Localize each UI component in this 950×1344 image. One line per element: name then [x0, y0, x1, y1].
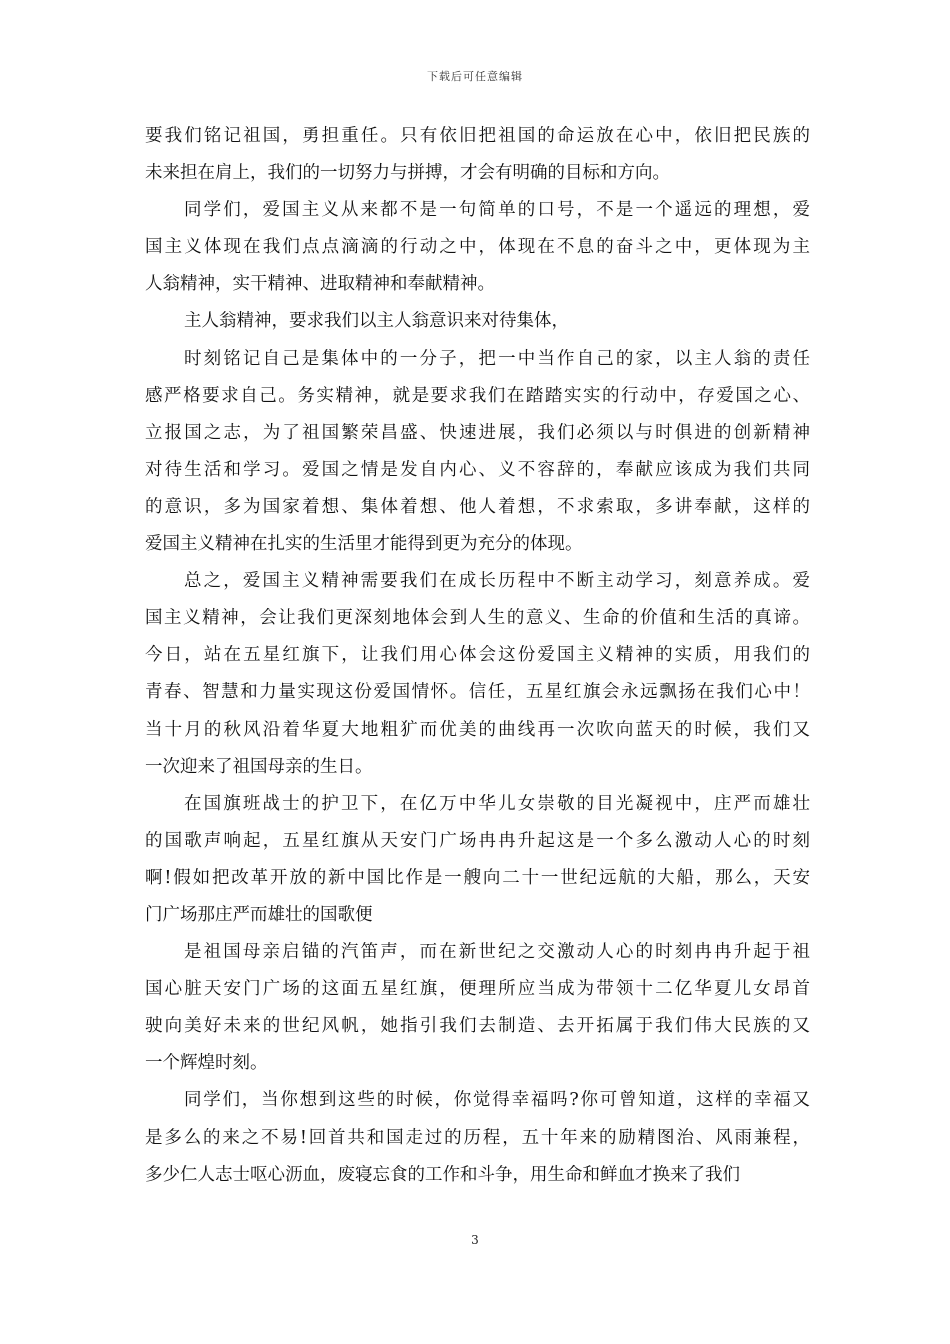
- text-line: 国主义体现在我们点点滴滴的行动之中，体现在不息的奋斗之中，更体现为主: [145, 237, 810, 258]
- text-line: 人翁精神，实干精神、进取精神和奉献精神。: [145, 274, 495, 295]
- paragraph: [145, 934, 810, 1082]
- paragraph: [145, 786, 810, 934]
- text-line: 当十月的秋风沿着华夏大地粗犷而优美的曲线再一次吹向蓝天的时候，我们又: [145, 719, 810, 740]
- text-line: 主人翁精神，要求我们以主人翁意识来对待集体，: [184, 311, 569, 332]
- text-line: 啊!假如把改革开放的新中国比作是一艘向二十一世纪远航的大船，那么，天安: [145, 867, 810, 888]
- text-line: 国心脏天安门广场的这面五星红旗，便理所应当成为带领十二亿华夏儿女昂首: [145, 979, 810, 1000]
- text-line: 同学们，当你想到这些的时候，你觉得幸福吗?你可曾知道，这样的幸福又: [184, 1090, 810, 1111]
- text-line: 国主义精神，会让我们更深刻地体会到人生的意义、生命的价值和生活的真谛。: [145, 608, 810, 629]
- paragraph: [145, 303, 810, 340]
- text-line: 门广场那庄严而雄壮的国歌便: [145, 904, 373, 925]
- text-line: 总之，爱国主义精神需要我们在成长历程中不断主动学习，刻意养成。爱: [184, 571, 810, 592]
- paragraph: [145, 341, 810, 564]
- text-line: 驶向美好未来的世纪风帆，她指引我们去制造、去开拓属于我们伟大民族的又: [145, 1016, 810, 1037]
- text-line: 在国旗班战士的护卫下，在亿万中华儿女崇敬的目光凝视中，庄严而雄壮: [184, 793, 810, 814]
- page-number: 3: [471, 1233, 479, 1247]
- text-line: 的意识，多为国家着想、集体着想、他人着想，不求索取，多讲奉献，这样的: [145, 496, 810, 517]
- paragraph: [145, 1082, 810, 1193]
- text-line: 同学们，爱国主义从来都不是一句简单的口号，不是一个遥远的理想，爱: [184, 200, 810, 221]
- text-line: 多少仁人志士呕心沥血，废寝忘食的工作和斗争，用生命和鲜血才换来了我们: [145, 1164, 740, 1185]
- text-line: 是祖国母亲启锚的汽笛声，而在新世纪之交激动人心的时刻冉冉升起于祖: [184, 942, 810, 963]
- text-line: 时刻铭记自己是集体中的一分子，把一中当作自己的家，以主人翁的责任: [184, 348, 810, 369]
- page-header: 下载后可任意编辑: [427, 70, 523, 83]
- text-line: 一次迎来了祖国母亲的生日。: [145, 756, 373, 777]
- text-line: 未来担在肩上，我们的一切努力与拼搏，才会有明确的目标和方向。: [145, 163, 670, 184]
- text-line: 感严格要求自己。务实精神，就是要求我们在踏踏实实的行动中，存爱国之心、: [145, 385, 810, 406]
- text-line: 青春、智慧和力量实现这份爱国情怀。信任，五星红旗会永远飘扬在我们心中！: [145, 682, 810, 703]
- text-line: 一个辉煌时刻。: [145, 1053, 268, 1074]
- paragraph: [145, 563, 810, 786]
- text-line: 立报国之志，为了祖国繁荣昌盛、快速进展，我们必须以与时俱进的创新精神: [145, 422, 810, 443]
- text-line: 对待生活和学习。爱国之情是发自内心、义不容辞的，奉献应该成为我们共同: [145, 459, 810, 480]
- text-line: 的国歌声响起，五星红旗从天安门广场冉冉升起这是一个多么激动人心的时刻: [145, 830, 810, 851]
- text-line: 今日，站在五星红旗下，让我们用心体会这份爱国主义精神的实质，用我们的: [145, 645, 810, 666]
- paragraph: [145, 118, 810, 192]
- text-line: 是多么的来之不易!回首共和国走过的历程，五十年来的励精图治、风雨兼程，: [145, 1127, 810, 1148]
- paragraph: [145, 192, 810, 303]
- document-body: [145, 118, 810, 1194]
- text-line: 要我们铭记祖国，勇担重任。只有依旧把祖国的命运放在心中，依旧把民族的: [145, 126, 810, 146]
- text-line: 爱国主义精神在扎实的生活里才能得到更为充分的体现。: [145, 534, 583, 555]
